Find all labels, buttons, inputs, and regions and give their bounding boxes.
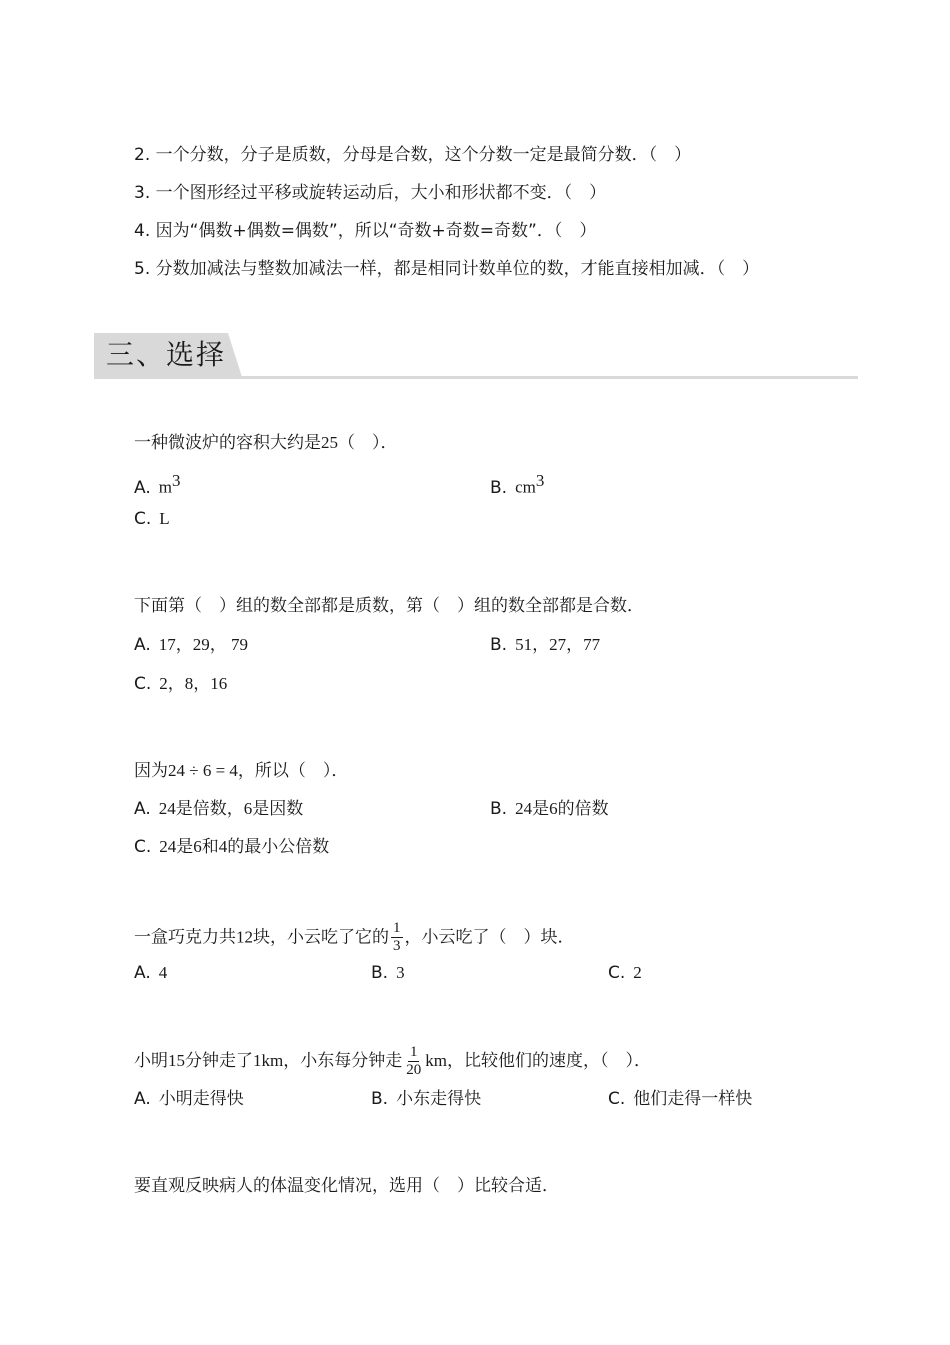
unit: km xyxy=(425,1051,447,1070)
item-number: 5. xyxy=(134,259,151,279)
option-b[interactable] xyxy=(490,469,544,500)
option-number: 24 xyxy=(158,799,176,818)
option-text: 是 xyxy=(532,799,550,819)
option-a[interactable] xyxy=(134,797,303,821)
question-2 xyxy=(134,594,644,618)
question-text: 一盒巧克力共 xyxy=(134,927,236,948)
question-number: 15 xyxy=(168,1051,185,1070)
option-label: C. xyxy=(608,1089,626,1109)
option-number: 6 xyxy=(243,799,253,818)
option-value: 他们走得一样快 xyxy=(633,1089,753,1109)
option-value: 17，29， 79 xyxy=(158,635,248,654)
judgement-item-4 xyxy=(134,219,596,243)
question-text: （ ）． xyxy=(338,433,398,453)
item-text: 一个分数，分子是质数，分母是合数，这个分数一定是最简分数．（ ） xyxy=(155,145,692,165)
question-4 xyxy=(134,920,575,955)
option-a[interactable] xyxy=(134,1087,244,1111)
option-c[interactable] xyxy=(134,835,329,859)
option-c[interactable] xyxy=(134,672,227,696)
question-number: 12 xyxy=(236,927,253,947)
option-label: B. xyxy=(371,963,389,983)
question-text: ，比较他们的速度，（ ）． xyxy=(446,1051,651,1071)
fraction xyxy=(404,1044,423,1079)
option-number: 24 xyxy=(159,837,177,856)
option-label: A. xyxy=(134,963,151,983)
option-superscript: 3 xyxy=(535,471,545,490)
fraction xyxy=(391,920,403,955)
option-number: 4 xyxy=(218,837,228,856)
question-5 xyxy=(134,1043,651,1079)
question-1 xyxy=(134,431,398,455)
option-label: B. xyxy=(490,477,508,498)
option-c[interactable] xyxy=(608,1087,752,1111)
section-divider xyxy=(94,376,858,379)
judgement-item-3 xyxy=(134,181,606,205)
question-text: 块，小云吃了它的 xyxy=(253,927,389,948)
question-text: ，小云吃了（ ）块． xyxy=(404,927,575,948)
fraction-numerator: 1 xyxy=(393,920,401,936)
question-3 xyxy=(134,759,348,783)
option-number: 6 xyxy=(193,837,202,856)
option-value: m xyxy=(158,477,172,497)
option-a[interactable] xyxy=(134,633,248,657)
question-number: 25 xyxy=(321,433,338,452)
option-c[interactable] xyxy=(608,961,642,985)
option-b[interactable] xyxy=(371,1087,481,1111)
option-label: C. xyxy=(134,509,152,529)
option-value: 2 xyxy=(633,963,642,982)
section-title: 三、选择 xyxy=(106,338,227,371)
question-text: ，所以（ ）． xyxy=(237,761,349,781)
item-text: 分数加减法与整数加减法一样，都是相同计数单位的数，才能直接相加减．（ ） xyxy=(155,259,760,279)
question-text: 小明 xyxy=(134,1051,168,1071)
item-number: 2. xyxy=(134,145,151,165)
option-a[interactable] xyxy=(134,469,180,500)
option-value: L xyxy=(159,509,170,528)
judgement-item-5 xyxy=(134,257,759,281)
item-text: 因为“偶数+偶数=偶数”，所以“奇数+奇数=奇数”．（ ） xyxy=(155,221,597,241)
question-text: 一种微波炉的容积大约是 xyxy=(134,433,321,453)
option-b[interactable] xyxy=(371,961,405,985)
option-text: 是 xyxy=(176,837,194,857)
option-label: A. xyxy=(134,799,151,819)
option-number: 6 xyxy=(549,799,558,818)
question-text: 下面第（ ）组的数全部都是质数，第（ ）组的数全部都是合数． xyxy=(134,596,644,616)
question-text: ，小东每分钟走 xyxy=(283,1051,403,1071)
option-label: C. xyxy=(134,837,152,857)
option-text: 的最小公倍数 xyxy=(227,837,330,857)
option-label: C. xyxy=(608,963,626,983)
option-label: B. xyxy=(371,1089,389,1109)
item-number: 4. xyxy=(134,221,151,241)
option-text: 是因数 xyxy=(252,799,304,819)
option-b[interactable] xyxy=(490,797,609,821)
option-value: cm xyxy=(515,477,536,497)
question-text: 要直观反映病人的体温变化情况，选用（ ）比较合适． xyxy=(134,1176,559,1196)
option-c[interactable] xyxy=(134,507,170,531)
option-value: 4 xyxy=(158,963,168,982)
option-text: 是倍数， xyxy=(175,799,244,819)
option-superscript: 3 xyxy=(171,471,181,490)
question-number: 1km xyxy=(253,1051,284,1070)
option-text: 的倍数 xyxy=(557,799,609,819)
question-text: 因为 xyxy=(134,761,168,781)
option-label: B. xyxy=(490,799,508,819)
option-label: B. xyxy=(490,635,508,655)
question-6 xyxy=(134,1174,559,1198)
option-b[interactable] xyxy=(490,633,600,657)
item-number: 3. xyxy=(134,183,151,203)
option-value: 3 xyxy=(396,963,405,982)
option-label: A. xyxy=(134,477,151,498)
option-number: 24 xyxy=(515,799,533,818)
option-label: A. xyxy=(134,635,151,655)
fraction-denominator: 3 xyxy=(393,938,401,954)
fraction-denominator: 20 xyxy=(406,1061,422,1078)
option-text: 和 xyxy=(201,837,219,857)
option-value: 2，8，16 xyxy=(159,674,228,693)
option-a[interactable] xyxy=(134,961,167,985)
math-expression: 24 ÷ 6 = 4 xyxy=(168,761,238,780)
question-text: 分钟走了 xyxy=(185,1051,253,1071)
option-value: 51，27，77 xyxy=(515,635,601,654)
option-label: C. xyxy=(134,674,152,694)
option-value: 小明走得快 xyxy=(158,1089,244,1109)
option-value: 小东走得快 xyxy=(396,1089,482,1109)
fraction-numerator: 1 xyxy=(409,1043,418,1060)
item-text: 一个图形经过平移或旋转运动后，大小和形状都不变．（ ） xyxy=(155,183,607,203)
judgement-item-2 xyxy=(134,143,691,167)
option-label: A. xyxy=(134,1089,151,1109)
